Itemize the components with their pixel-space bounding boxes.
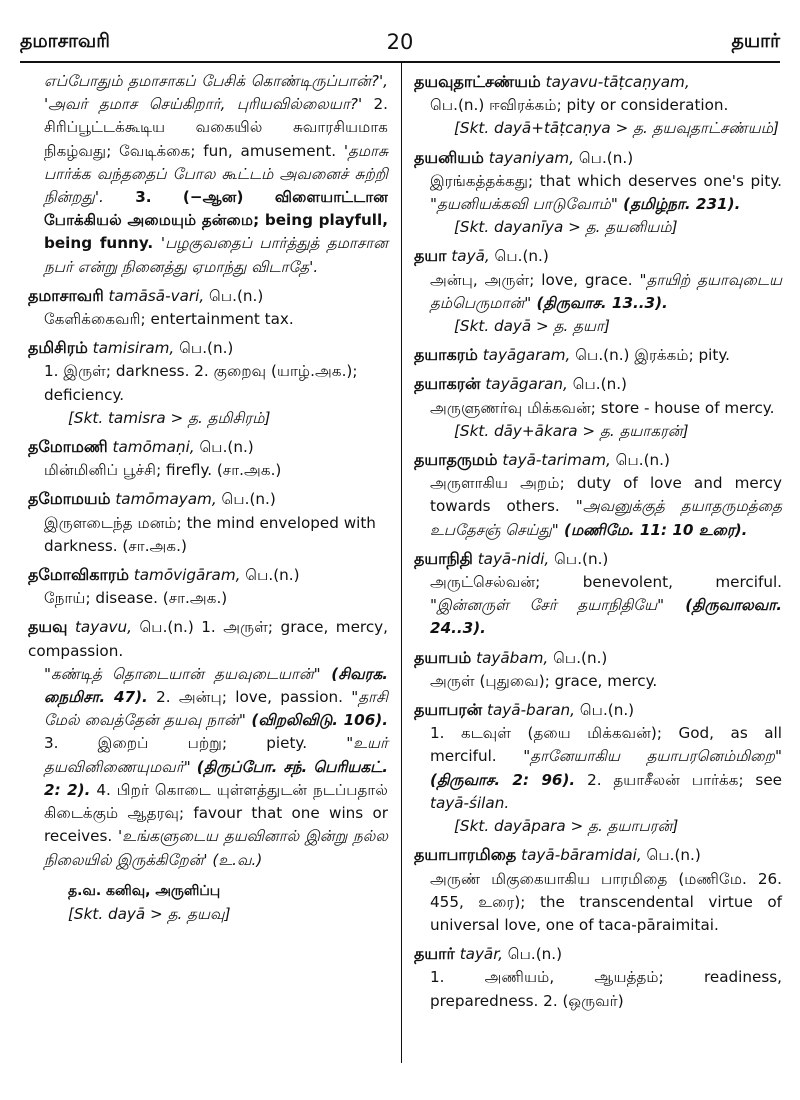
headword: தயா <box>414 246 447 266</box>
citation-source: (சிவரக. நைமிசா. 47). <box>44 664 388 707</box>
dictionary-entry <box>414 942 782 1013</box>
definition: அருள் (புதுவை); grace, mercy. <box>430 671 658 690</box>
dictionary-entry <box>414 146 782 240</box>
part-of-speech: பெ.(n.) <box>578 148 634 167</box>
part-of-speech: பெ.(n.) <box>209 286 264 305</box>
left-guide-word: தமாசாவரி <box>20 30 110 52</box>
citation: "இன்னருள் சேர் தயாநிதியே" <box>430 596 665 615</box>
definition-text: இரக்கம்; pity. <box>634 346 730 365</box>
entry-text <box>414 146 782 170</box>
entry-text <box>414 942 782 966</box>
part-of-speech: பெ.(n.) <box>575 346 630 365</box>
transliteration: tayavu-tāṭcaṇyam, <box>545 73 690 91</box>
etymology: [Skt. dayāpara > த. தயாபரன்] <box>454 817 679 836</box>
continued-entry-text <box>28 70 388 279</box>
transliteration: tamōmayam, <box>115 490 217 509</box>
continued-sense-3: 3. (−ஆன) விளையாட்டான போக்கியல் அமையும் தன்மை; being playfull, being funny. <box>44 188 388 253</box>
entry-text <box>28 615 388 662</box>
definition-text: அருளாகிய அறம்; duty of love and mercy towards others. <box>430 474 782 516</box>
etymology: [Skt. tamisra > த. தமிசிரம்] <box>68 408 271 427</box>
transliteration: tayavu, <box>74 618 132 637</box>
transliteration: tayā-nidi, <box>477 549 550 568</box>
part-of-speech: பெ.(n.) <box>179 339 234 358</box>
page-header <box>20 30 780 58</box>
headword: தமோமணி <box>28 437 108 457</box>
page-number: 20 <box>386 30 414 54</box>
headword: தயார் <box>414 944 455 964</box>
citation-source: (திருவாச. 13..3). <box>531 293 668 312</box>
entry-text <box>28 336 388 360</box>
part-of-speech: பெ.(n.) <box>615 451 670 470</box>
citation: "கண்டித் தொடையான் தயவுடையான்" <box>44 664 321 683</box>
citation-source: (மணிமே. 11: 10 உரை). <box>558 520 748 539</box>
entry-text <box>414 698 782 722</box>
citation: "தாசி மேல் வைத்தேன் தயவு நான்" <box>44 688 388 730</box>
headword: தமாசாவரி <box>28 285 104 305</box>
continued-entry <box>28 70 388 279</box>
dictionary-entry <box>414 70 782 141</box>
left-column <box>28 70 388 931</box>
definition: அருளுணர்வு மிக்கவன்; store - house of mercy. <box>430 398 775 417</box>
transliteration: tamisiram, <box>92 339 175 358</box>
usage-note: த.வ. கனிவு, அருளிப்பு <box>68 882 221 899</box>
etymology: [Skt. dayā > த. தயா] <box>454 317 610 336</box>
headword: தயாதருமம் <box>414 450 498 470</box>
dictionary-entry <box>414 448 782 542</box>
part-of-speech: பெ.(n.) <box>139 618 194 637</box>
dictionary-entry <box>414 343 782 367</box>
definition: நோய்; disease. (சா.அக.) <box>44 589 228 608</box>
dictionary-entry <box>414 547 782 641</box>
citation: "தயனியக்கவி பாடுவோம்" <box>430 195 618 214</box>
part-of-speech: பெ.(n.) <box>245 566 300 585</box>
dictionary-entry <box>414 698 782 838</box>
dictionary-entry <box>414 646 782 693</box>
definition-text: அருட்செல்வன்; benevolent, merciful. <box>430 573 782 592</box>
headword: தயனியம் <box>414 147 484 167</box>
definition <box>414 94 782 117</box>
headword: தமோவிகாரம் <box>28 565 129 585</box>
continued-quote-2: 'தமாசு பார்க்க வந்ததைப் போல கூட்டம் அவனைச் சுற்றி நின்றது'. <box>44 141 388 207</box>
headword: தயவுதாட்சண்யம் <box>414 72 541 91</box>
citation: "அவனுக்குத் தயாதருமத்தை உபதேசஞ் செய்து" <box>430 497 782 539</box>
transliteration: tayā, <box>451 247 490 266</box>
sense-4: 4. பிறர் கொடை யுள்ளத்துடன் நடப்பதால் கிடைக்கும் ஆதரவு; favour that one wins or receives. <box>44 780 388 846</box>
cross-reference-target: tayā-śilan. <box>430 793 510 812</box>
definition-text: இரங்கத்தக்கது; that which deserves one's pity. <box>430 171 782 190</box>
etymology: [Skt. dayā+tāṭcaṇya > த. தயவுதாட்சண்யம்] <box>454 119 779 138</box>
citation-source: (தமிழ்நா. 231). <box>617 195 741 214</box>
definition: அருண் மிகுகையாகிய பாரமிதை (மணிமே. 26. 455, உரை); the transcendental virtue of universal love, one of taca-pāraimitai. <box>430 869 782 934</box>
entry-text <box>414 372 782 396</box>
right-guide-word: தயார் <box>731 30 780 52</box>
transliteration: tayā-tarimam, <box>502 451 611 470</box>
transliteration: tayāgaram, <box>482 346 571 365</box>
transliteration: tamāsā-vari, <box>108 286 205 305</box>
definition-text: அன்பு, அருள்; love, grace. <box>430 270 640 289</box>
part-of-speech: பெ.(n.) <box>554 549 609 568</box>
citation-source: (திருப்போ. சந். பெரியகட். 2: 2). <box>44 757 388 799</box>
citation-source: (விறலிவிடு. 106). <box>245 711 389 730</box>
continued-quote-1: எப்போதும் தமாசாகப் பேசிக் கொண்டிருப்பான்?', 'அவர் தமாச செய்கிறார், புரியவில்லையா?' <box>44 72 388 114</box>
entry-text <box>28 435 388 459</box>
headword: தயவு <box>28 617 68 637</box>
headword: தமோமயம் <box>28 489 111 509</box>
right-column <box>414 70 782 1018</box>
headword: தயாபரன் <box>414 700 483 720</box>
citation-source: (திருவாச. 2: 96). <box>430 770 576 789</box>
dictionary-entry-tayavu <box>28 615 388 926</box>
definition <box>414 170 782 216</box>
entry-text <box>414 448 782 472</box>
cross-reference: 2. தயாசீலன் பார்க்க; see <box>575 770 783 789</box>
part-of-speech: பெ.(n.) <box>221 490 276 509</box>
definition: 1. இருள்; darkness. 2. குறைவு (யாழ்.அக.); deficiency. <box>44 362 358 404</box>
entry-text <box>28 563 388 587</box>
citation: "தாயிற் தயாவுடைய தம்பெருமான்" <box>430 270 782 312</box>
entry-text <box>414 547 782 571</box>
headword: தயாபம் <box>414 647 472 667</box>
part-of-speech: பெ.(n.) <box>646 846 701 865</box>
entry-text <box>414 244 782 268</box>
dictionary-entry <box>28 336 388 430</box>
transliteration: tayā-bāramidai, <box>521 846 642 865</box>
part-of-speech: பெ.(n.) <box>199 438 254 457</box>
headword: தமிசிரம் <box>28 338 88 358</box>
definition <box>414 269 782 315</box>
entry-text <box>28 284 388 308</box>
dictionary-entry <box>28 284 388 331</box>
definition <box>414 722 782 815</box>
definition-text: ஈவிரக்கம்; pity or consideration. <box>489 96 729 115</box>
entry-text <box>414 646 782 670</box>
citation-source: (திருவாலவா. 24..3). <box>430 596 782 638</box>
transliteration: tamōvigāram, <box>133 566 241 585</box>
headword: தயாகரம் <box>414 345 478 365</box>
dictionary-entry <box>28 563 388 610</box>
part-of-speech: பெ.(n.) <box>507 945 563 964</box>
citation: "உயர் தயவினிணையுமவர்" <box>44 734 388 776</box>
dictionary-entry <box>28 435 388 482</box>
definition: கேளிக்கைவரி; entertainment tax. <box>44 310 294 329</box>
dictionary-entry <box>414 372 782 443</box>
transliteration: tamōmaṇi, <box>112 438 195 457</box>
headword: தயாபாரமிதை <box>414 845 517 865</box>
definition: மின்மினிப் பூச்சி; firefly. (சா.அக.) <box>44 461 282 480</box>
citation: "தானேயாகிய தயாபரனெம்மிறை" <box>523 747 782 766</box>
definition <box>28 663 388 872</box>
definition: இருளடைந்த மனம்; the mind enveloped with darkness. (சா.அக.) <box>44 513 376 555</box>
citation: 'உங்களுடைய தயவினால் இன்று நல்ல நிலையில் இருக்கிறேன்' (உ.வ.) <box>44 827 388 869</box>
dictionary-entry <box>414 843 782 937</box>
headword: தயாகரன் <box>414 374 481 394</box>
part-of-speech: பெ.(n.) <box>494 247 549 266</box>
etymology: [Skt. dāy+ākara > த. தயாகரன்] <box>454 421 689 440</box>
entry-text <box>414 70 782 94</box>
headword: தயாநிதி <box>414 548 473 568</box>
transliteration: tayār, <box>459 945 503 964</box>
transliteration: tayā-baran, <box>487 701 576 720</box>
etymology: [Skt. dayanīya > த. தயனியம்] <box>454 218 678 237</box>
definition: 1. அணியம், ஆயத்தம்; readiness, preparedness. 2. (ஒருவர்) <box>430 968 782 1010</box>
continued-quote-3: 'பழகுவதைப் பார்த்துத் தமாசான நபர் என்று நினைத்து ஏமாந்து விடாதே'. <box>44 234 388 276</box>
dictionary-entry <box>414 244 782 338</box>
entry-text <box>414 343 782 367</box>
etymology: [Skt. dayā > த. தயவு] <box>68 904 231 923</box>
sense-1: 1. அருள்; grace, mercy, compassion. <box>28 618 388 660</box>
entry-text <box>28 487 388 511</box>
dictionary-entry <box>28 487 388 558</box>
transliteration: tayaniyam, <box>488 148 575 167</box>
header-rule <box>20 61 780 63</box>
part-of-speech: பெ.(n.) <box>430 96 485 115</box>
continued-sense-2: 2. சிரிப்பூட்டக்கூடிய வகையில் சுவாரசியமாக நிகழ்வது; வேடிக்கை; fun, amusement. <box>44 95 388 160</box>
transliteration: tayābam, <box>476 648 549 667</box>
part-of-speech: பெ.(n.) <box>553 648 608 667</box>
sense-3: 3. இறைப் பற்று; piety. <box>44 734 347 753</box>
entry-text <box>414 843 782 867</box>
sense-2: 2. அன்பு; love, passion. <box>147 688 352 707</box>
definition <box>414 472 782 542</box>
definition <box>414 571 782 641</box>
transliteration: tayāgaran, <box>485 375 568 394</box>
part-of-speech: பெ.(n.) <box>579 701 635 720</box>
definition-text: 1. கடவுள் (தயை மிக்கவன்); God, as all merciful. <box>430 724 782 766</box>
part-of-speech: பெ.(n.) <box>572 375 627 394</box>
column-divider <box>401 63 402 1063</box>
